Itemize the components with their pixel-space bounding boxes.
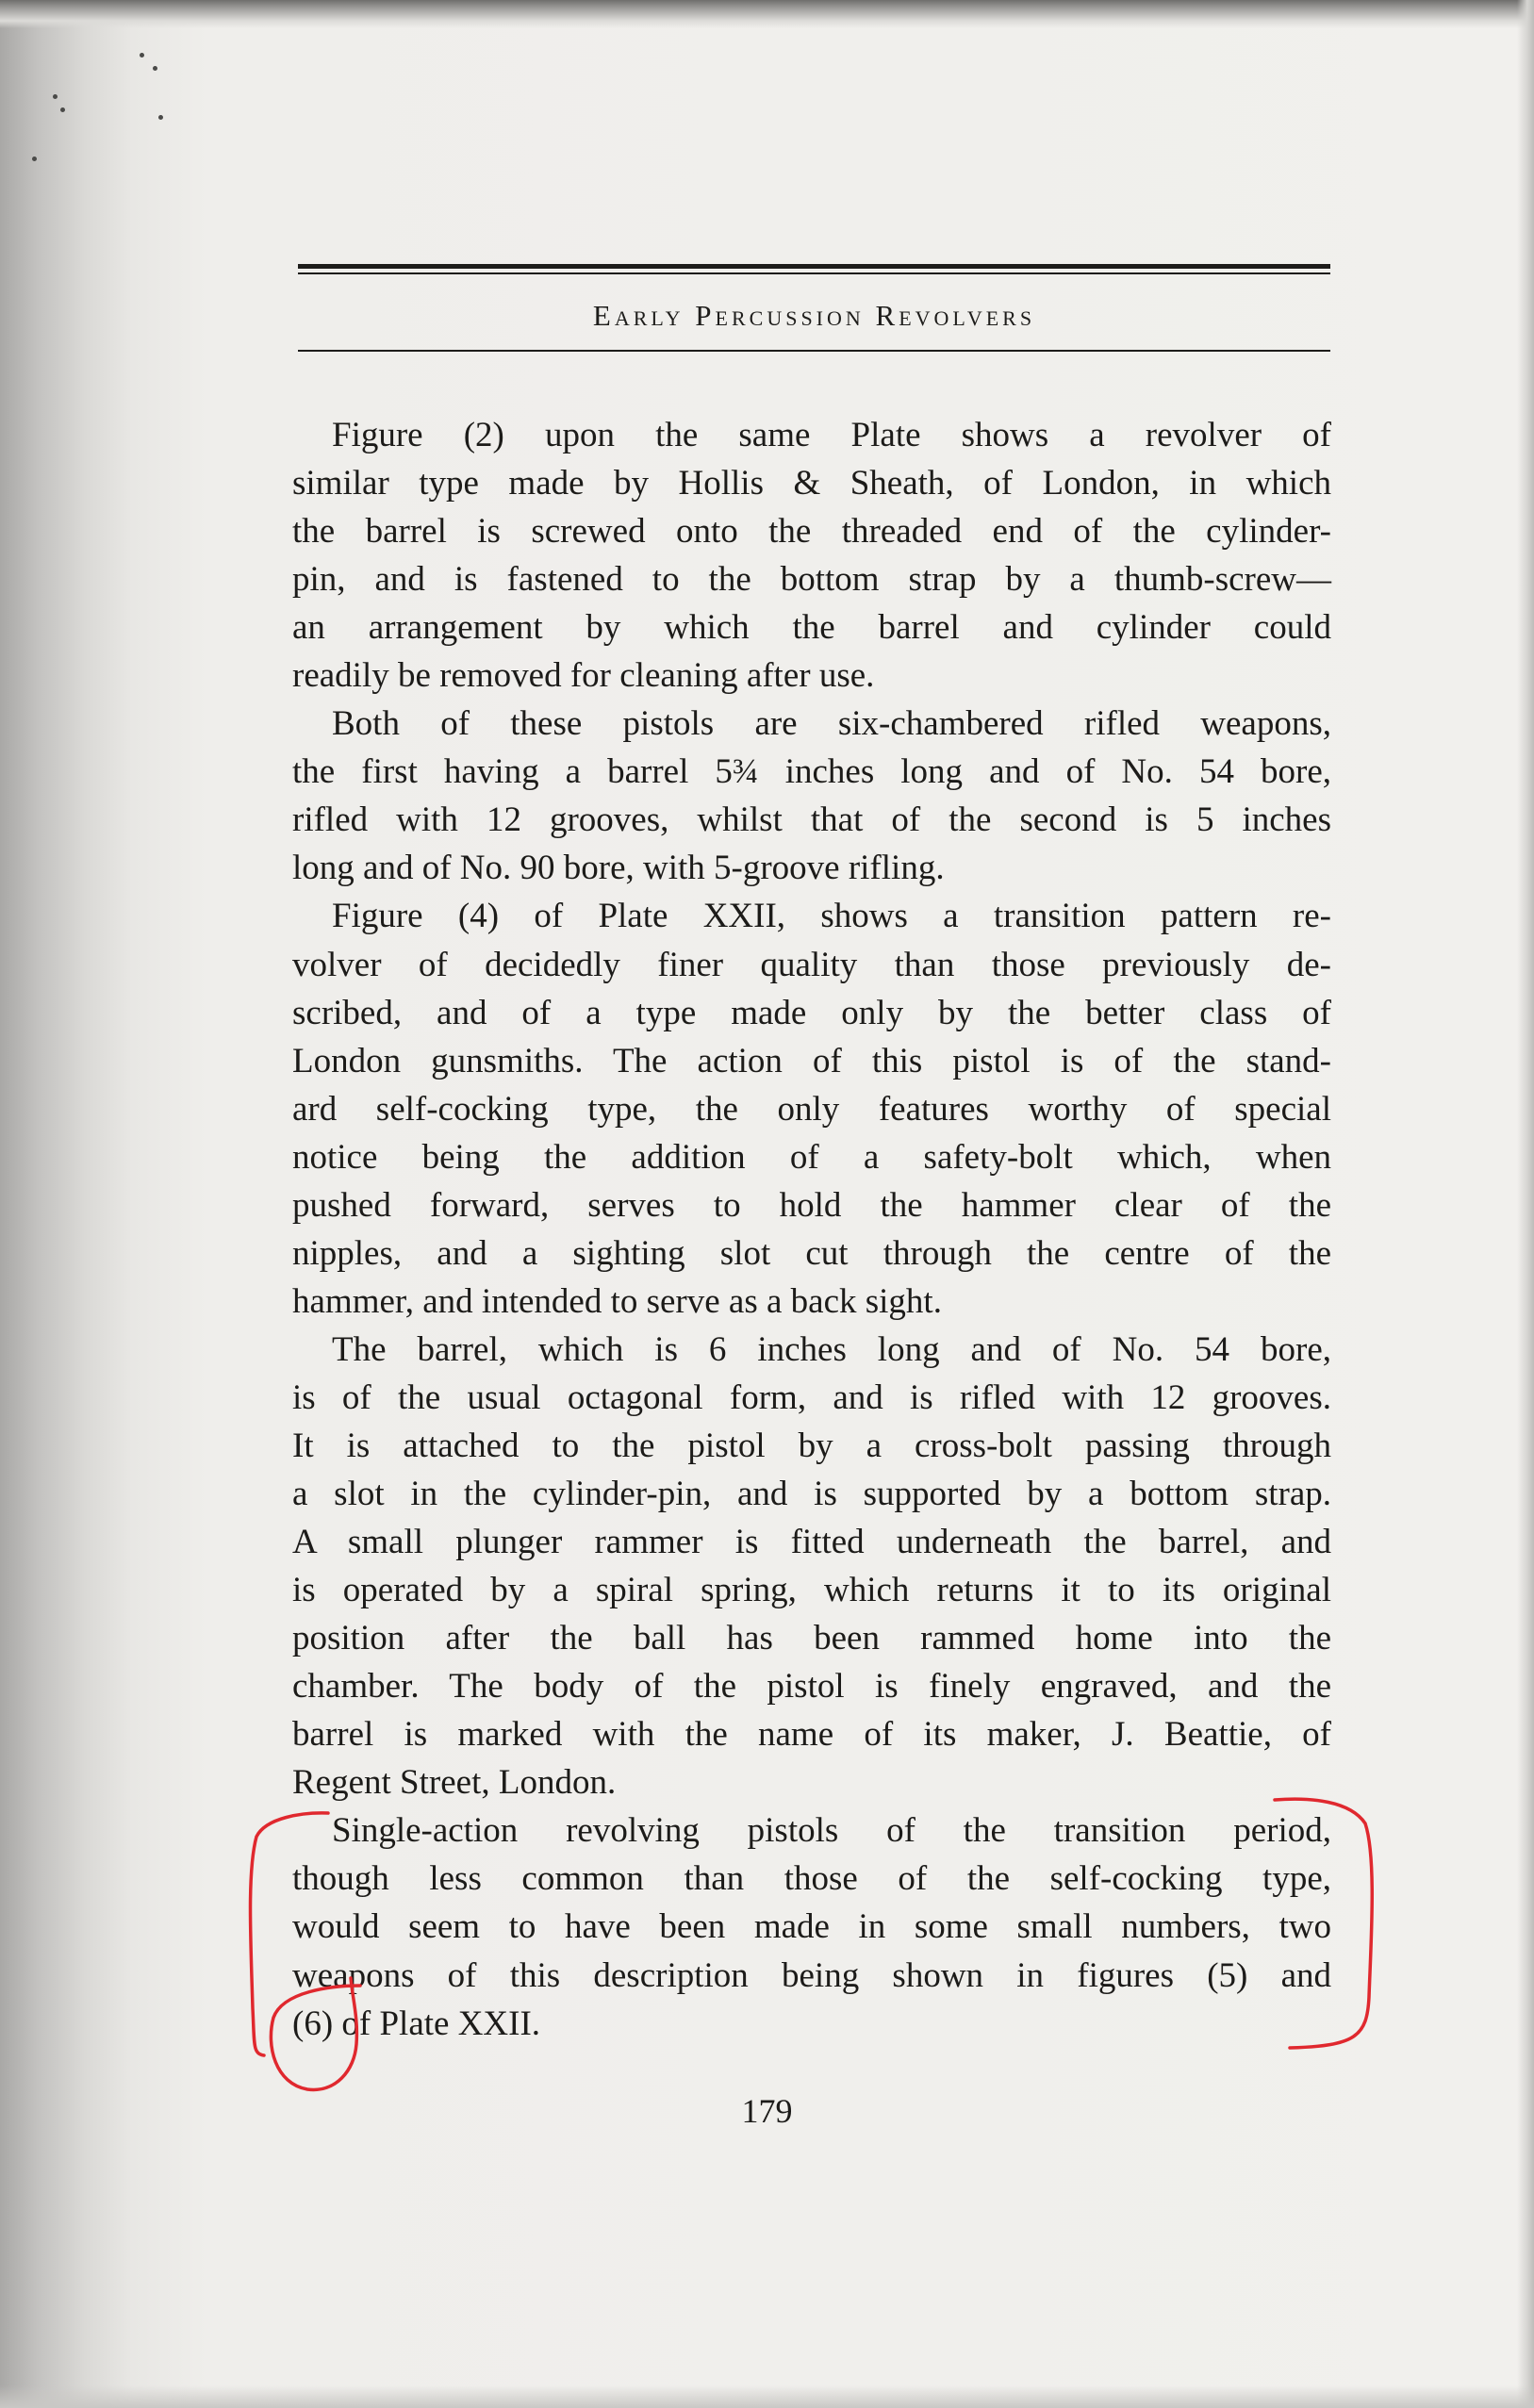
paragraph-line: rifled with 12 grooves, whilst that of the second is 5 inches [292,800,1331,840]
paragraph-line: weapons of this description being shown in figures (5) and [292,1955,1331,1995]
paragraph-line: hammer, and intended to serve as a back sight. [292,1281,942,1321]
paragraph-first-line: The barrel, which is 6 inches long and of No. 54 bore, [332,1329,1331,1369]
paragraph-line: nipples, and a sighting slot cut through the centre of the [292,1233,1331,1273]
paragraph-line: pushed forward, serves to hold the hammer clear of the [292,1185,1331,1225]
paragraph-line: notice being the addition of a safety-bolt which, when [292,1137,1331,1177]
page-bottom-edge [0,2385,1534,2408]
paragraph-line: a slot in the cylinder-pin, and is supported by a bottom strap. [292,1475,1331,1514]
binding-stitch-mark [60,107,65,112]
paragraph-line: similar type made by Hollis & Sheath, of London, in which [292,464,1331,503]
binding-stitch-mark [140,53,144,58]
paragraph-line: would seem to have been made in some small numbers, two [292,1907,1331,1947]
paragraph-line: scribed, and of a type made only by the better class of [292,993,1331,1032]
binding-stitch-mark [32,157,37,161]
page-header [298,264,1330,352]
paragraph-first-line: Figure (4) of Plate XXII, shows a transition pattern re- [332,897,1331,936]
paragraph-line: position after the ball has been rammed home into the [292,1619,1331,1658]
paragraph-line: London gunsmiths. The action of this pistol is of the stand- [292,1041,1331,1080]
paragraph-line: Regent Street, London. [292,1763,617,1803]
binding-stitch-mark [53,94,58,99]
paragraph-line: though less common than those of the self-cocking type, [292,1859,1331,1899]
page-number: 179 [741,2092,793,2130]
header-rule-bottom [298,350,1330,352]
paragraph-first-line: Both of these pistols are six-chambered rifled weapons, [332,704,1331,744]
paragraph-line: chamber. The body of the pistol is finely engraved, and the [292,1667,1331,1707]
paragraph-line: barrel is marked with the name of its maker, J. Beattie, of [292,1715,1331,1755]
paragraph-line: long and of No. 90 bore, with 5-groove rifling. [292,849,945,888]
page-top-shadow [0,0,1534,28]
paragraph-first-line: Figure (2) upon the same Plate shows a revolver of [332,416,1331,454]
binding-stitch-mark [153,66,157,71]
paragraph-line: ard self-cocking type, the only features worthy of special [292,1089,1331,1129]
paragraph-line: It is attached to the pistol by a cross-bolt passing through [292,1426,1331,1465]
paragraph-line: pin, and is fastened to the bottom strap by a thumb-screw— [292,560,1331,600]
page-right-edge [1517,0,1534,2408]
paragraph-line: A small plunger rammer is fitted underneath the barrel, and [292,1523,1331,1562]
paragraph-line: (6) of Plate XXII. [292,2004,541,2043]
paragraph-line: readily be removed for cleaning after use. [292,656,875,696]
body-text [292,411,1331,2048]
paragraph-line: volver of decidedly finer quality than those previously de- [292,945,1331,984]
binding-stitch-mark [158,115,163,120]
running-head: Early Percussion Revolvers [592,299,1036,332]
paragraph-line: the first having a barrel 5¾ inches long and of No. 54 bore, [292,752,1331,792]
paragraph-line: an arrangement by which the barrel and cylinder could [292,608,1331,648]
paragraph-first-line: Single-action revolving pistols of the transition period, [332,1811,1331,1851]
header-rule-thick [298,264,1330,269]
paragraph-line: is operated by a spiral spring, which returns it to its original [292,1571,1331,1610]
paragraph-line: the barrel is screwed onto the threaded end of the cylinder- [292,512,1331,552]
paragraph-line: is of the usual octagonal form, and is rifled with 12 grooves. [292,1377,1331,1417]
